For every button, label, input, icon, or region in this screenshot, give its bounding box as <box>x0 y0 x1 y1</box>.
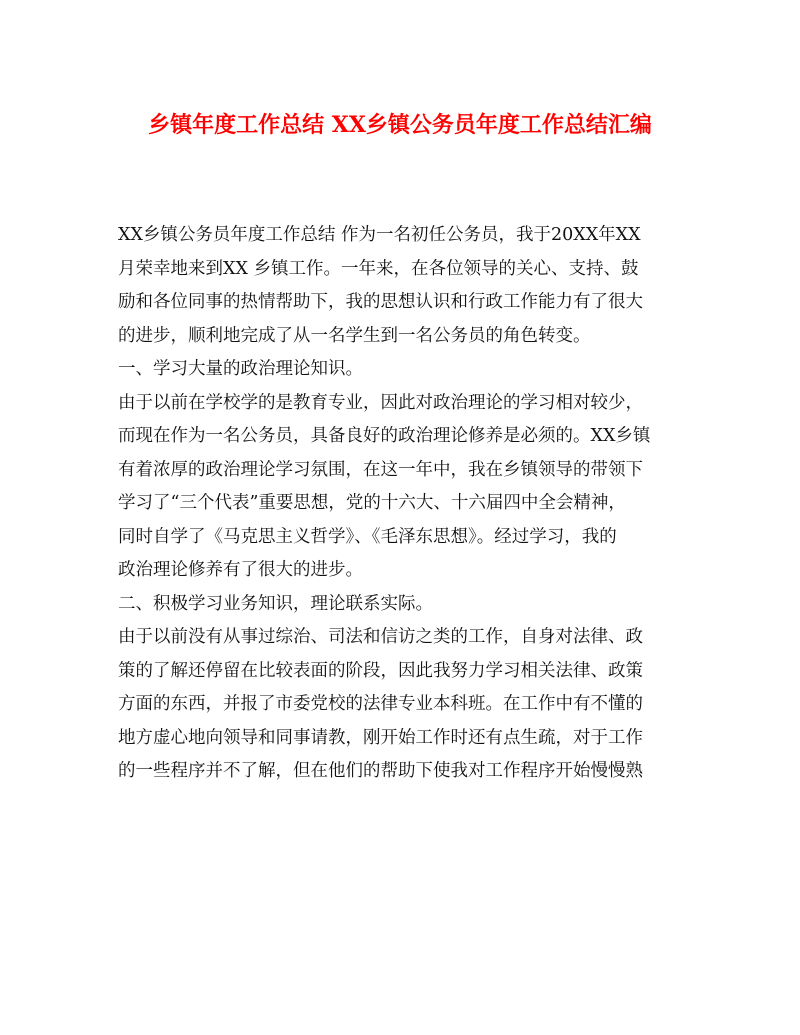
body-line: 由于以前在学校学的是教育专业，因此对政治理论的学习相对较少， <box>118 392 643 413</box>
body-line: 而现在作为一名公务员，具备良好的政治理论修养是必须的。XX乡镇 <box>118 426 651 446</box>
body-line: 政治理论修养有了很大的进步。 <box>118 560 363 580</box>
document-title: 乡镇年度工作总结 XX乡镇公务员年度工作总结汇编 <box>148 112 652 138</box>
body-line: 策的了解还停留在比较表面的阶段，因此我努力学习相关法律、政策 <box>118 660 643 681</box>
body-line: 学习了“三个代表”重要思想，党的十六大、十六届四中全会精神， <box>118 493 626 513</box>
body-line: 方面的东西，并报了市委党校的法律专业本科班。在工作中有不懂的 <box>118 694 643 714</box>
document-body <box>118 219 684 789</box>
body-line: 的进步，顺利地完成了从一名学生到一名公务员的角色转变。 <box>118 325 591 346</box>
body-line: 励和各位同事的热情帮助下，我的思想认识和行政工作能力有了很大 <box>118 292 643 312</box>
body-line: 地方虚心地向领导和同事请教，刚开始工作时还有点生疏，对于工作 <box>118 727 643 748</box>
body-line: 同时自学了《马克思主义哲学》、《毛泽东思想》。经过学习，我的 <box>118 526 617 547</box>
section-heading: 二、积极学习业务知识，理论联系实际。 <box>118 593 433 614</box>
body-line: 的一些程序并不了解，但在他们的帮助下使我对工作程序开始慢慢熟 <box>118 761 643 781</box>
body-line: XX乡镇公务员年度工作总结 作为一名初任公务员，我于20XX年XX <box>118 225 641 245</box>
body-line: 月荣幸地来到XX 乡镇工作。一年来，在各位领导的关心、支持、鼓 <box>118 258 639 279</box>
body-line: 有着浓厚的政治理论学习氛围，在这一年中，我在乡镇领导的带领下 <box>118 459 643 480</box>
body-line: 由于以前没有从事过综治、司法和信访之类的工作，自身对法律、政 <box>118 627 643 647</box>
section-heading: 一、学习大量的政治理论知识。 <box>118 359 363 379</box>
